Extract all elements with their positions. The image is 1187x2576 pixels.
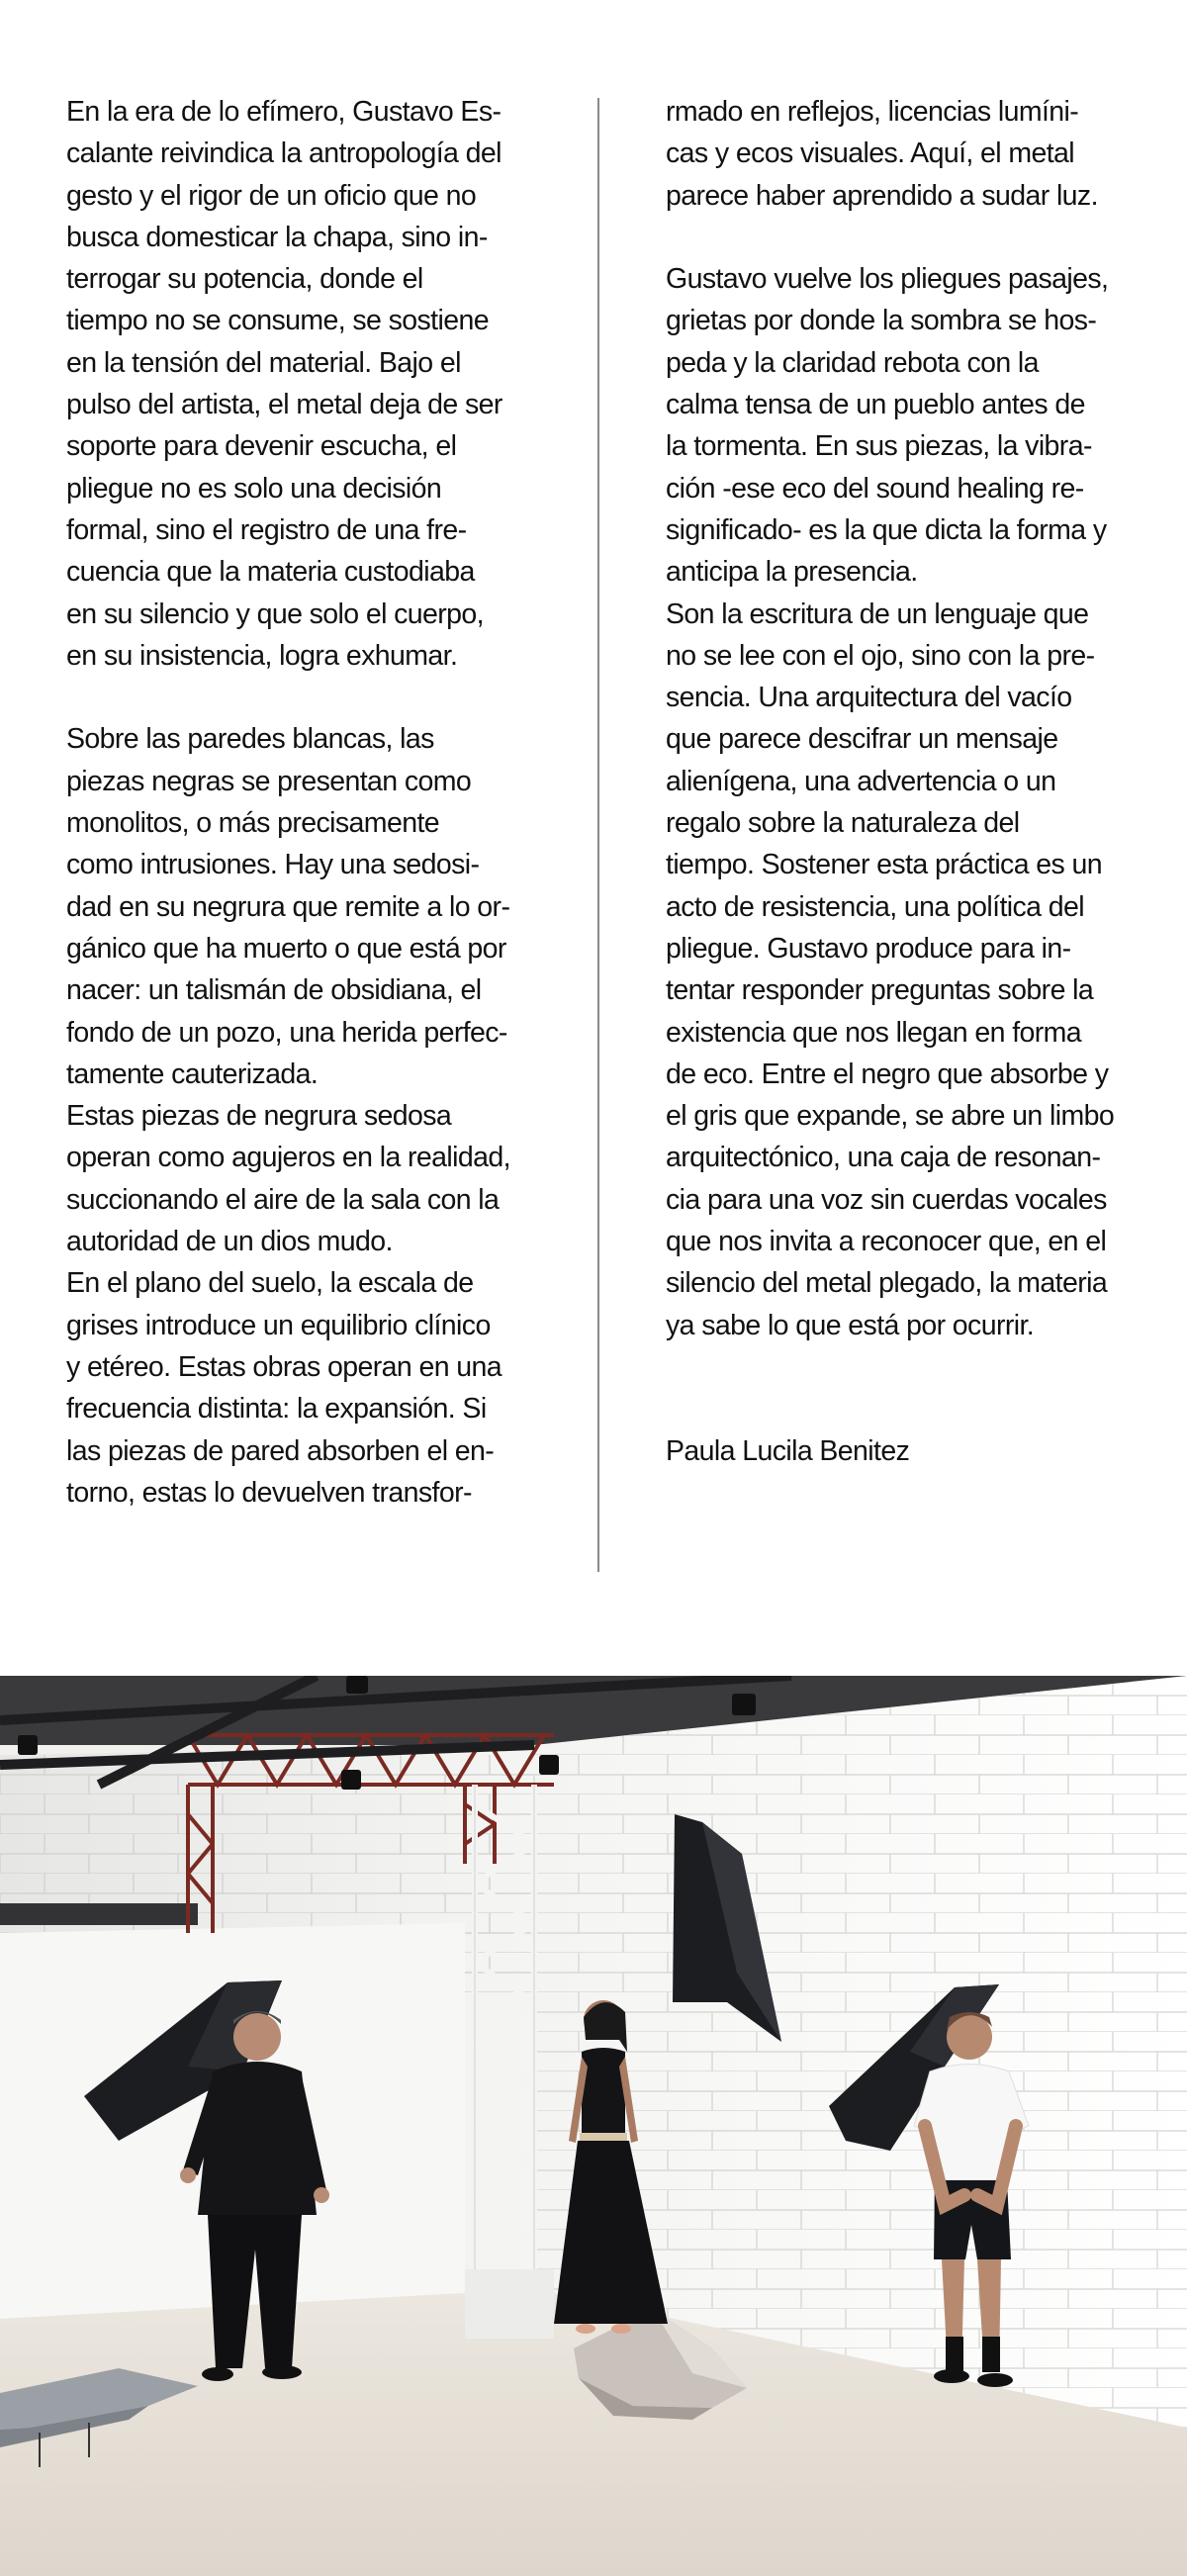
exhibition-photo-illustration bbox=[0, 1676, 1187, 2576]
paragraph: rmado en reflejos, licencias lumíni- cas y ecos visuales. Aquí, el metal parece haber aprendido a sudar luz. bbox=[666, 96, 1098, 212]
paragraph: Sobre las paredes blancas, las piezas negras se presentan como monolitos, o más precisamente como intrusiones. Hay una sedosi- dad en su negrura que remite a lo or- gánico que ha muerto o que está por nacer: un talismán de obsidiana, el fondo de un pozo, una herida perfec- tamente cauterizada. bbox=[66, 723, 510, 1090]
paragraph: En el plano del suelo, la escala de grises introduce un equilibrio clínico y etéreo. Estas obras operan en una frecuencia distinta: la expansión. Si las piezas de pared absorben el en- torno, estas lo devuelven transfor- bbox=[66, 1267, 502, 1509]
exhibition-photo bbox=[0, 1676, 1187, 2576]
paragraph: Gustavo vuelve los pliegues pasajes, grietas por donde la sombra se hos- peda y la claridad rebota con la calma tensa de un pueblo antes de la tormenta. En sus piezas, la vibra- ción -ese eco del sound healing re- significado- es la que dicta la forma y anticipa la presencia. bbox=[666, 263, 1109, 589]
author-signature: Paula Lucila Benitez bbox=[666, 1434, 910, 1467]
right-column bbox=[666, 91, 1150, 1472]
left-column bbox=[66, 91, 541, 1514]
column-divider bbox=[597, 98, 599, 1572]
paragraph: En la era de lo efímero, Gustavo Es- calante reivindica la antropología del gesto y el rigor de un oficio que no busca domesticar la chapa, sino in- terrogar su potencia, donde el tiempo no se consume, se sostiene en la tensión del material. Bajo el pulso del artista, el metal deja de ser soporte para devenir escucha, el pliegue no es solo una decisión formal, sino el registro de una fre- cuencia que la materia custodiaba en su silencio y que solo el cuerpo, en su insistencia, logra exhumar. bbox=[66, 96, 502, 672]
paragraph: Son la escritura de un lenguaje que no se lee con el ojo, sino con la pre- sencia. Una arquitectura del vacío que parece descifrar un mensaje alienígena, una advertencia o un regalo sobre la naturaleza del tiempo. Sostener esta práctica es un acto de resistencia, una política del pliegue. Gustavo produce para in- tentar responder preguntas sobre la existencia que nos llegan en forma de eco. Entre el negro que absorbe y el gris que expande, se abre un limbo arquitectónico, una caja de resonan- cia para una voz sin cuerdas vocales que nos invita a reconocer que, en el silencio del metal plegado, la materia ya sabe lo que está por ocurrir. bbox=[666, 598, 1115, 1341]
paragraph: Estas piezas de negrura sedosa operan como agujeros en la realidad, succionando el aire de la sala con la autoridad de un dios mudo. bbox=[66, 1100, 510, 1258]
